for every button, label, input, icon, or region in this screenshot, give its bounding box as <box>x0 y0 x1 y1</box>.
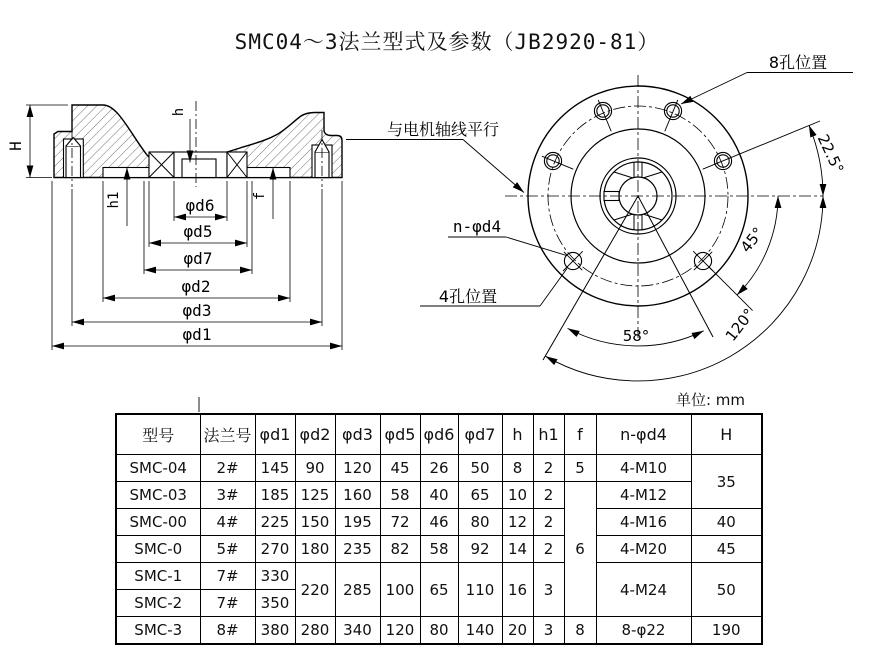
header-cell: φd5 <box>380 414 420 455</box>
table-cell: 7# <box>200 590 255 617</box>
bore-notch-d6 <box>182 159 216 178</box>
stud-left <box>66 146 81 178</box>
table-cell: SMC-1 <box>116 563 200 590</box>
table-row <box>116 536 762 563</box>
table-cell: SMC-2 <box>116 590 200 617</box>
table-cell: 45 <box>380 455 420 482</box>
header-cell: φd1 <box>255 414 295 455</box>
label-n-d4: n-φd4 <box>452 217 502 236</box>
table-cell: 160 <box>335 482 380 509</box>
dim-label-h: h <box>171 107 187 117</box>
table-cell: 270 <box>255 536 295 563</box>
table-cell: 58 <box>380 482 420 509</box>
angle-arcs <box>546 125 824 381</box>
table-cell: 2 <box>533 509 564 536</box>
dim-label-d5: φd5 <box>183 222 213 241</box>
header-cell: 型号 <box>116 414 200 455</box>
table-row <box>116 617 762 645</box>
table-cell: 2 <box>533 536 564 563</box>
table-cell: 4-M20 <box>596 536 691 563</box>
table-cell: 330 <box>255 563 295 590</box>
front-view <box>346 53 853 381</box>
table-cell: 14 <box>502 536 533 563</box>
table-cell: 45 <box>691 536 762 563</box>
table-cell: 3 <box>533 563 564 617</box>
table-cell: 72 <box>380 509 420 536</box>
table-cell: SMC-3 <box>116 617 200 645</box>
table-cell: 120 <box>335 455 380 482</box>
table-cell: 225 <box>255 509 295 536</box>
table-cell: 40 <box>691 509 762 536</box>
unit-label: 单位: mm <box>675 391 745 409</box>
table-cell: 4-M12 <box>596 482 691 509</box>
dim-label-d7: φd7 <box>183 249 213 268</box>
header-cell: h <box>502 414 533 455</box>
header-cell: φd7 <box>458 414 502 455</box>
table-cell: 82 <box>380 536 420 563</box>
table-cell: 380 <box>255 617 295 645</box>
table-header-row <box>116 414 762 455</box>
front-centerlines <box>505 75 823 338</box>
header-cell: φd6 <box>420 414 458 455</box>
table-cell: 35 <box>691 455 762 509</box>
table-cell: 4-M16 <box>596 509 691 536</box>
table-cell: 65 <box>420 563 458 617</box>
table-cell: 2 <box>533 455 564 482</box>
dim-label-h1: h1 <box>106 191 122 209</box>
table-cell: 4-M10 <box>596 455 691 482</box>
table-cell: 4# <box>200 509 255 536</box>
angle-22-5: 22.5° <box>813 131 848 177</box>
table-cell: 5# <box>200 536 255 563</box>
table-row <box>116 482 762 509</box>
table-cell: 8 <box>564 617 596 645</box>
table-cell: 92 <box>458 536 502 563</box>
label-8-holes: 8孔位置 <box>768 53 828 72</box>
table-cell: 6 <box>564 482 596 617</box>
table-cell: 235 <box>335 536 380 563</box>
table-cell: 90 <box>295 455 335 482</box>
table-cell: 8 <box>502 455 533 482</box>
table-cell: 12 <box>502 509 533 536</box>
table-cell: 5 <box>564 455 596 482</box>
table-cell: 180 <box>295 536 335 563</box>
table-cell: 185 <box>255 482 295 509</box>
table-cell: 40 <box>420 482 458 509</box>
table-cell: SMC-0 <box>116 536 200 563</box>
header-cell: 法兰号 <box>200 414 255 455</box>
table-cell: SMC-04 <box>116 455 200 482</box>
dim-label-d1: φd1 <box>182 325 212 344</box>
recess-right <box>247 168 290 178</box>
table-cell: 50 <box>691 563 762 617</box>
table-cell: 46 <box>420 509 458 536</box>
table-cell: 16 <box>502 563 533 617</box>
header-cell: n-φd4 <box>596 414 691 455</box>
dim-label-d2: φd2 <box>181 277 211 296</box>
table-cell: 195 <box>335 509 380 536</box>
table-cell: 140 <box>458 617 502 645</box>
label-4-holes: 4孔位置 <box>438 287 498 306</box>
table-cell: 340 <box>335 617 380 645</box>
table-cell: 3 <box>533 617 564 645</box>
hole-radial-ticks <box>542 100 820 311</box>
table-cell: 120 <box>380 617 420 645</box>
angle-58: 58° <box>622 327 650 345</box>
arc-120 <box>546 196 824 381</box>
table-cell: 80 <box>420 617 458 645</box>
header-cell: f <box>564 414 596 455</box>
table-row <box>116 455 762 482</box>
table-cell: 58 <box>420 536 458 563</box>
table-cell: 3# <box>200 482 255 509</box>
table-cell: 2 <box>533 482 564 509</box>
page-title: SMC04～3法兰型式及参数（JB2920-81） <box>234 30 660 54</box>
angle-45: 45° <box>736 223 768 256</box>
table-cell: 80 <box>458 509 502 536</box>
table-row <box>116 563 762 590</box>
table-cell: 125 <box>295 482 335 509</box>
table-cell: 10 <box>502 482 533 509</box>
table-cell: SMC-00 <box>116 509 200 536</box>
table-cell: 285 <box>335 563 380 617</box>
dim-label-f: f <box>252 191 268 201</box>
table-cell: 150 <box>295 509 335 536</box>
leaders <box>346 73 853 307</box>
table-cell: 4-M24 <box>596 563 691 617</box>
dim-label-d6: φd6 <box>185 196 215 215</box>
table-cell: 8# <box>200 617 255 645</box>
table-cell: SMC-03 <box>116 482 200 509</box>
table-cell: 100 <box>380 563 420 617</box>
table-cell: 2# <box>200 455 255 482</box>
table-cell: 350 <box>255 590 295 617</box>
dim-label-d3: φd3 <box>182 301 212 320</box>
table-cell: 110 <box>458 563 502 617</box>
table-cell: 20 <box>502 617 533 645</box>
header-cell: φd3 <box>335 414 380 455</box>
header-cell: H <box>691 414 762 455</box>
flange-parameter-table <box>115 413 763 645</box>
section-view <box>6 101 342 350</box>
table-cell: 190 <box>691 617 762 645</box>
table-row <box>116 509 762 536</box>
table-cell: 26 <box>420 455 458 482</box>
header-cell: φd2 <box>295 414 335 455</box>
table-cell: 8-φ22 <box>596 617 691 645</box>
recess-left <box>103 168 149 178</box>
label-parallel-to-motor-axis: 与电机轴线平行 <box>386 120 500 139</box>
table-cell: 280 <box>295 617 335 645</box>
header-cell: h1 <box>533 414 564 455</box>
table-cell: 65 <box>458 482 502 509</box>
table-cell: 145 <box>255 455 295 482</box>
table-cell: 7# <box>200 563 255 590</box>
angle-120: 120° <box>721 305 759 345</box>
table-cell: 220 <box>295 563 335 617</box>
dim-label-H: H <box>6 141 25 151</box>
table-cell: 50 <box>458 455 502 482</box>
